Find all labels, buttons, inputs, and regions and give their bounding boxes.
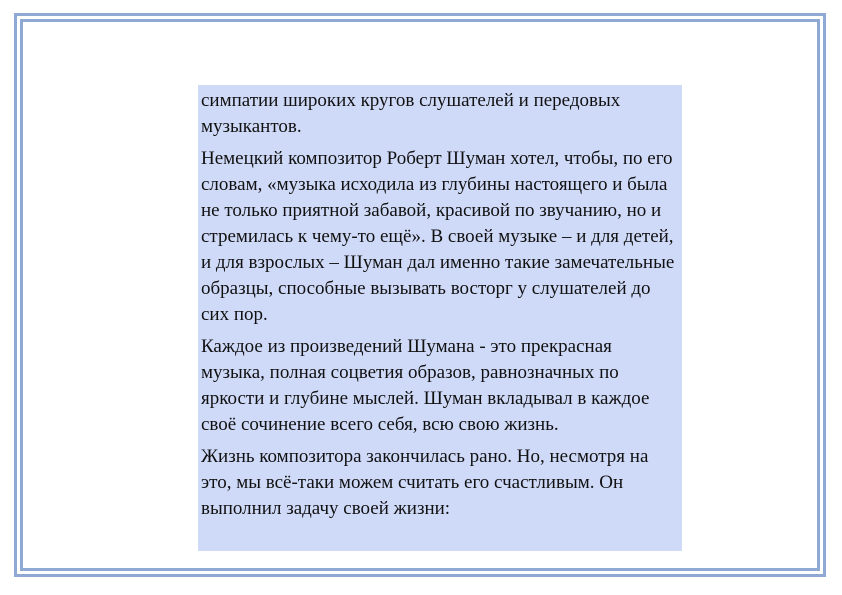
paragraph-3: Каждое из произведений Шумана - это прекрасная музыка, полная соцветия образов, равнозначных по яркости и глубине мыслей. Шуман вкладывал в каждое своё сочинение всего себя, всю свою жизнь. — [201, 336, 650, 435]
paragraph-1: симпатии широких кругов слушателей и передовых музыкантов. — [201, 90, 621, 137]
paragraph-2: Немецкий композитор Роберт Шуман хотел, чтобы, по его словам, «музыка исходила из глубины настоящего и была не только приятной забавой, красивой по звучанию, но и стремилась к чему-то ещё». В своей музыке – и для детей, и для взрослых – Шуман дал именно такие замечательные образцы, способные вызывать восторг у слушателей до сих пор. — [201, 148, 675, 325]
paragraph-4: Жизнь композитора закончилась рано. Но, несмотря на это, мы всё-таки можем считать его счастливым. Он выполнил задачу своей жизни: — [201, 446, 649, 519]
text-block — [198, 85, 682, 551]
